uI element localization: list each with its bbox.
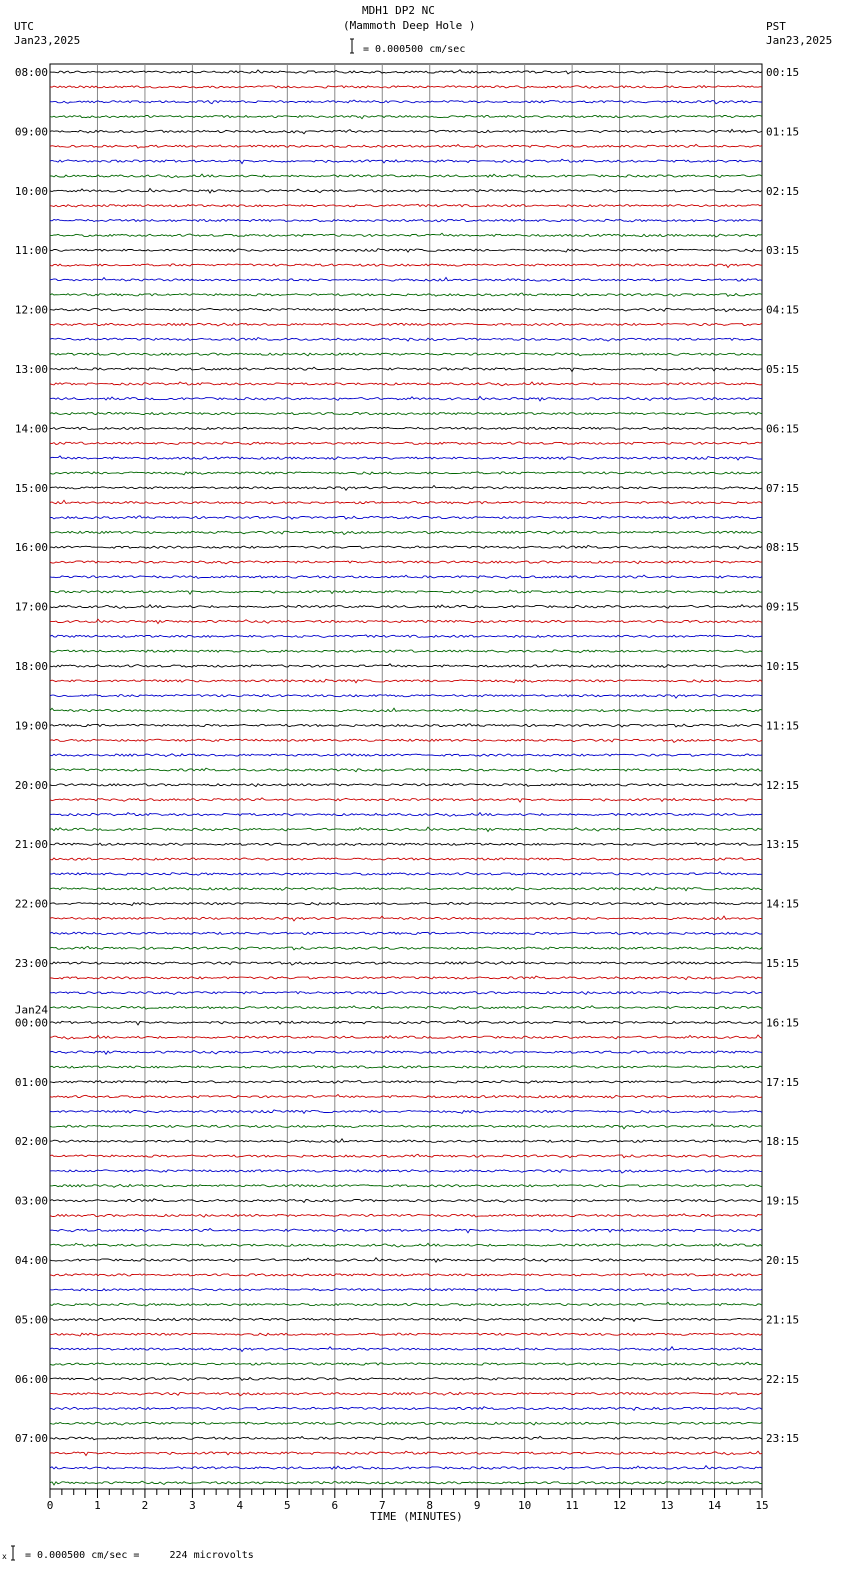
seismic-trace bbox=[50, 309, 762, 312]
pst-hour-label: 12:15 bbox=[766, 778, 800, 792]
seismic-trace bbox=[50, 1066, 762, 1068]
seismic-trace bbox=[50, 1274, 762, 1277]
pst-hour-label: 14:15 bbox=[766, 897, 800, 911]
site-title: (Mammoth Deep Hole ) bbox=[343, 19, 476, 32]
seismic-trace bbox=[50, 1184, 762, 1187]
x-tick-label: 12 bbox=[612, 1499, 627, 1512]
seismic-trace bbox=[50, 650, 762, 653]
seismic-trace bbox=[50, 827, 762, 831]
seismic-trace bbox=[50, 70, 762, 74]
seismic-trace bbox=[50, 1199, 762, 1203]
pst-hour-label: 08:15 bbox=[766, 541, 800, 555]
seismic-trace bbox=[50, 605, 762, 609]
seismic-trace bbox=[50, 1407, 762, 1411]
utc-hour-label: 11:00 bbox=[14, 244, 48, 258]
seismic-trace bbox=[50, 174, 762, 178]
pst-hour-label: 16:15 bbox=[766, 1016, 800, 1030]
scale-label: = 0.000500 cm/sec bbox=[363, 44, 466, 55]
x-tick-label: 2 bbox=[141, 1499, 149, 1512]
seismic-trace bbox=[50, 189, 762, 194]
utc-hour-label: 10:00 bbox=[14, 184, 48, 198]
seismic-trace bbox=[50, 1006, 762, 1009]
pst-hour-label: 03:15 bbox=[766, 244, 800, 258]
utc-hour-label: 03:00 bbox=[14, 1194, 48, 1208]
seismic-trace bbox=[50, 1481, 762, 1485]
seismic-trace bbox=[50, 768, 762, 772]
seismic-trace bbox=[50, 1333, 762, 1336]
seismic-trace bbox=[50, 159, 762, 163]
seismic-trace bbox=[50, 1021, 762, 1025]
seismic-trace bbox=[50, 858, 762, 860]
seismic-trace bbox=[50, 1051, 762, 1055]
seismic-trace bbox=[50, 739, 762, 742]
utc-hour-label: 07:00 bbox=[14, 1432, 48, 1446]
utc-hour-label: 22:00 bbox=[14, 897, 48, 911]
seismic-trace bbox=[50, 1139, 762, 1143]
x-tick-label: 6 bbox=[331, 1499, 339, 1512]
pst-hour-label: 10:15 bbox=[766, 660, 800, 673]
seismic-trace bbox=[50, 976, 762, 980]
seismic-trace bbox=[50, 1035, 762, 1039]
utc-day-change-label: Jan24 bbox=[14, 1003, 48, 1017]
utc-hour-label: 16:00 bbox=[14, 541, 48, 555]
seismic-trace bbox=[50, 100, 762, 104]
utc-hour-label: 18:00 bbox=[14, 660, 48, 673]
utc-hour-label: 08:00 bbox=[14, 66, 48, 79]
seismic-trace bbox=[50, 278, 762, 282]
seismic-trace bbox=[50, 724, 762, 727]
pst-hour-label: 18:15 bbox=[766, 1135, 800, 1149]
seismic-trace bbox=[50, 1302, 762, 1306]
utc-hour-label: 02:00 bbox=[14, 1135, 48, 1149]
seismic-trace bbox=[50, 590, 762, 594]
seismic-trace bbox=[50, 1258, 762, 1263]
utc-hour-label: 00:00 bbox=[14, 1016, 48, 1030]
utc-hour-label: 23:00 bbox=[14, 957, 48, 970]
seismic-trace bbox=[50, 813, 762, 817]
seismic-trace bbox=[50, 1451, 762, 1455]
seismic-trace bbox=[50, 86, 762, 89]
seismic-trace bbox=[50, 1436, 762, 1439]
seismic-trace bbox=[50, 116, 762, 119]
seismic-trace bbox=[50, 531, 762, 535]
pst-hour-label: 21:15 bbox=[766, 1313, 800, 1327]
seismic-trace bbox=[50, 1466, 762, 1470]
left-date: Jan23,2025 bbox=[14, 34, 81, 47]
x-tick-label: 1 bbox=[94, 1499, 101, 1512]
seismic-trace bbox=[50, 1362, 762, 1365]
seismic-trace bbox=[50, 1378, 762, 1381]
seismic-trace bbox=[50, 992, 762, 995]
seismic-trace bbox=[50, 635, 762, 638]
utc-hour-label: 19:00 bbox=[14, 719, 48, 733]
pst-hour-label: 23:15 bbox=[766, 1432, 800, 1446]
seismic-trace bbox=[50, 1170, 762, 1173]
seismic-trace bbox=[50, 1318, 762, 1322]
utc-hour-label: 21:00 bbox=[14, 838, 48, 852]
seismic-trace bbox=[50, 204, 762, 207]
pst-hour-label: 15:15 bbox=[766, 957, 800, 970]
utc-hour-label: 12:00 bbox=[14, 303, 48, 317]
utc-hour-label: 09:00 bbox=[14, 125, 48, 139]
seismic-trace bbox=[50, 916, 762, 921]
pst-hour-label: 05:15 bbox=[766, 363, 800, 376]
seismic-trace bbox=[50, 1081, 762, 1084]
seismic-trace bbox=[50, 664, 762, 668]
right-timezone: PST bbox=[766, 20, 786, 33]
x-tick-label: 13 bbox=[660, 1499, 674, 1512]
seismic-trace bbox=[50, 887, 762, 891]
seismic-trace bbox=[50, 456, 762, 460]
seismic-trace bbox=[50, 619, 762, 623]
seismic-trace bbox=[50, 843, 762, 846]
station-title: MDH1 DP2 NC bbox=[362, 4, 435, 17]
pst-hour-label: 04:15 bbox=[766, 303, 800, 317]
utc-hour-label: 14:00 bbox=[14, 422, 48, 436]
seismic-trace bbox=[50, 249, 762, 253]
utc-hour-label: 06:00 bbox=[14, 1372, 48, 1386]
seismic-trace bbox=[50, 1289, 762, 1291]
seismic-trace bbox=[50, 903, 762, 906]
pst-hour-label: 07:15 bbox=[766, 481, 800, 495]
seismic-trace bbox=[50, 1422, 762, 1425]
pst-hour-label: 06:15 bbox=[766, 422, 800, 436]
x-tick-label: 9 bbox=[473, 1499, 481, 1512]
pst-hour-label: 00:15 bbox=[766, 66, 800, 79]
x-tick-label: 7 bbox=[378, 1499, 386, 1512]
seismic-trace bbox=[50, 472, 762, 475]
seismic-trace bbox=[50, 872, 762, 876]
seismic-trace bbox=[50, 264, 762, 268]
seismic-trace bbox=[50, 1110, 762, 1114]
footer-scale-bar-icon bbox=[11, 1546, 15, 1560]
seismic-trace bbox=[50, 219, 762, 222]
seismic-trace bbox=[50, 932, 762, 935]
seismic-trace bbox=[50, 412, 762, 415]
x-axis-title: TIME (MINUTES) bbox=[370, 1510, 463, 1523]
seismic-trace bbox=[50, 367, 762, 371]
seismic-trace bbox=[50, 233, 762, 237]
utc-hour-label: 13:00 bbox=[14, 363, 48, 376]
seismic-trace bbox=[50, 1347, 762, 1352]
seismic-trace bbox=[50, 754, 762, 757]
seismic-trace bbox=[50, 1124, 762, 1129]
utc-hour-label: 04:00 bbox=[14, 1254, 48, 1267]
seismic-trace bbox=[50, 144, 762, 148]
scale-bar-icon bbox=[350, 39, 354, 53]
pst-hour-label: 20:15 bbox=[766, 1254, 800, 1267]
seismic-trace bbox=[50, 396, 762, 401]
pst-hour-label: 17:15 bbox=[766, 1075, 800, 1089]
pst-hour-label: 19:15 bbox=[766, 1194, 800, 1208]
x-tick-label: 0 bbox=[46, 1499, 54, 1512]
right-date: Jan23,2025 bbox=[766, 34, 833, 47]
pst-hour-label: 02:15 bbox=[766, 184, 800, 198]
utc-hour-label: 20:00 bbox=[14, 778, 48, 792]
seismic-trace bbox=[50, 516, 762, 519]
seismic-trace bbox=[50, 545, 762, 549]
x-tick-label: 8 bbox=[426, 1499, 434, 1512]
seismic-trace bbox=[50, 1229, 762, 1233]
utc-hour-label: 15:00 bbox=[14, 481, 48, 495]
pst-hour-label: 09:15 bbox=[766, 600, 800, 614]
seismic-trace bbox=[50, 293, 762, 296]
footer-scale-note: = 0.000500 cm/sec = 224 microvolts bbox=[25, 1550, 254, 1561]
seismic-trace bbox=[50, 798, 762, 802]
x-tick-label: 10 bbox=[518, 1499, 532, 1512]
x-tick-label: 4 bbox=[236, 1499, 244, 1512]
pst-hour-label: 13:15 bbox=[766, 838, 800, 852]
footer-marker: x bbox=[2, 1552, 7, 1561]
utc-hour-label: 17:00 bbox=[14, 600, 48, 614]
seismic-trace bbox=[50, 353, 762, 356]
seismic-trace bbox=[50, 129, 762, 133]
seismic-trace bbox=[50, 575, 762, 578]
x-tick-label: 11 bbox=[565, 1499, 579, 1512]
seismic-trace bbox=[50, 1154, 762, 1157]
seismic-trace bbox=[50, 486, 762, 491]
utc-hour-label: 05:00 bbox=[14, 1313, 48, 1327]
seismic-trace bbox=[50, 338, 762, 342]
seismic-trace bbox=[50, 695, 762, 699]
seismic-trace bbox=[50, 323, 762, 326]
seismic-trace bbox=[50, 783, 762, 786]
seismic-trace bbox=[50, 946, 762, 949]
seismic-trace bbox=[50, 1392, 762, 1396]
pst-hour-label: 11:15 bbox=[766, 719, 800, 733]
seismic-trace bbox=[50, 1214, 762, 1217]
seismic-trace bbox=[50, 708, 762, 711]
seismic-trace bbox=[50, 442, 762, 445]
left-timezone: UTC bbox=[14, 20, 34, 33]
pst-hour-label: 22:15 bbox=[766, 1372, 800, 1386]
x-tick-label: 5 bbox=[284, 1499, 291, 1512]
seismic-trace bbox=[50, 1243, 762, 1247]
seismic-trace bbox=[50, 382, 762, 386]
x-tick-label: 3 bbox=[189, 1499, 196, 1512]
x-tick-label: 15 bbox=[755, 1499, 769, 1512]
pst-hour-label: 01:15 bbox=[766, 125, 800, 139]
seismic-trace bbox=[50, 427, 762, 429]
utc-hour-label: 01:00 bbox=[14, 1075, 48, 1089]
seismic-trace bbox=[50, 1095, 762, 1099]
seismic-trace bbox=[50, 500, 762, 503]
seismic-trace bbox=[50, 679, 762, 683]
x-tick-label: 14 bbox=[707, 1499, 722, 1512]
seismic-trace bbox=[50, 962, 762, 965]
seismic-trace bbox=[50, 561, 762, 564]
